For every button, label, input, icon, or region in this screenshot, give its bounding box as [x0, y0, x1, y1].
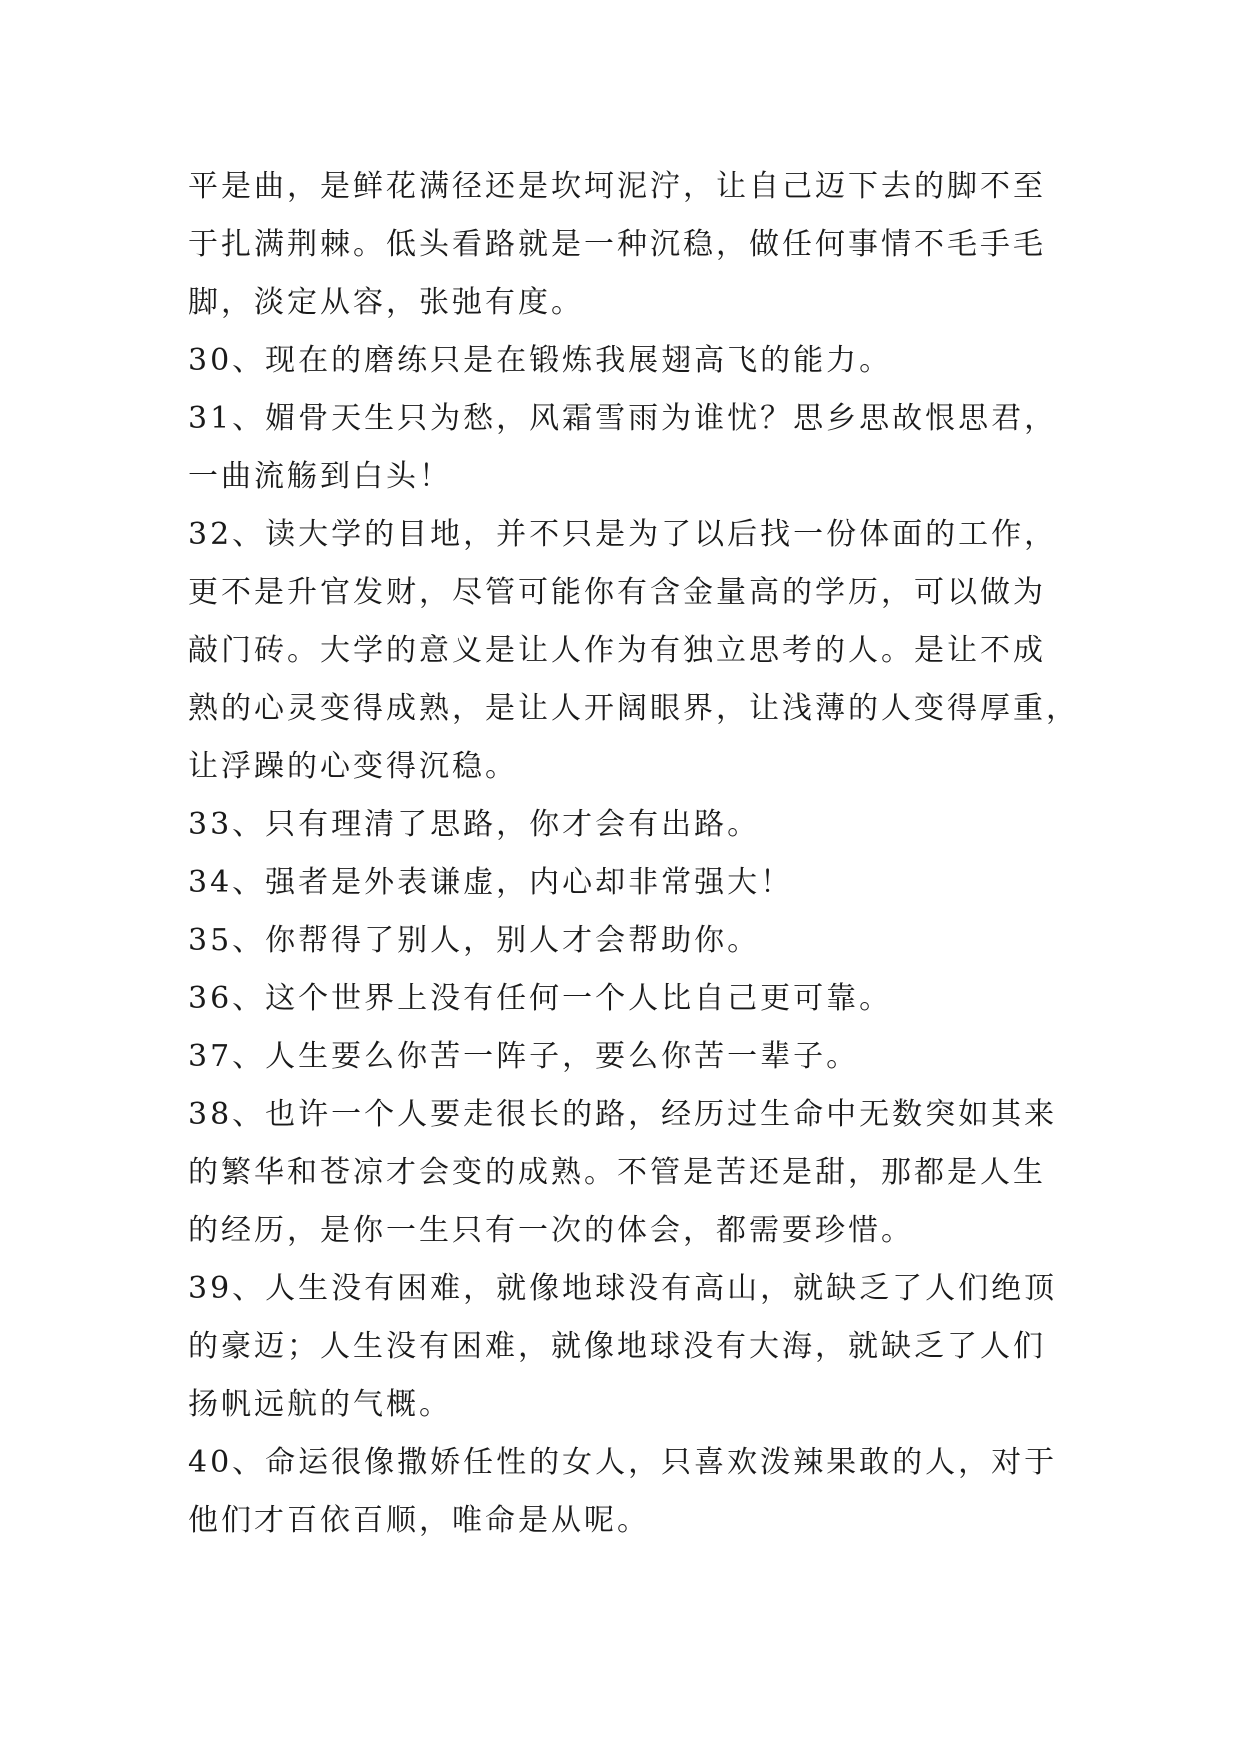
- text-line: 熟的心灵变得成熟，是让人开阔眼界，让浅薄的人变得厚重，: [188, 691, 1079, 726]
- text-line: 32、读大学的目地，并不只是为了以后找一份体面的工作，: [188, 517, 1058, 552]
- text-line: 36、这个世界上没有任何一个人比自己更可靠。: [188, 981, 893, 1016]
- document-body: [188, 158, 1079, 1550]
- paragraph-item-37: [188, 1028, 1068, 1086]
- text-line: 脚，淡定从容，张弛有度。: [188, 285, 584, 320]
- text-line: 更不是升官发财，尽管可能你有含金量高的学历，可以做为: [188, 575, 1046, 610]
- text-line: 34、强者是外表谦虚，内心却非常强大！: [188, 865, 794, 900]
- text-line: 38、也许一个人要走很长的路，经历过生命中无数突如其来: [188, 1097, 1058, 1132]
- text-line: 37、人生要么你苦一阵子，要么你苦一辈子。: [188, 1039, 860, 1074]
- paragraph-item-38: [188, 1086, 1068, 1260]
- text-line: 敲门砖。大学的意义是让人作为有独立思考的人。是让不成: [188, 633, 1046, 668]
- text-line: 31、媚骨天生只为愁，风霜雪雨为谁忧？思乡思故恨思君，: [188, 401, 1058, 436]
- paragraph-item-34: [188, 854, 1068, 912]
- paragraph-item-36: [188, 970, 1068, 1028]
- paragraph-item-40: [188, 1434, 1068, 1550]
- text-line: 他们才百依百顺，唯命是从呢。: [188, 1503, 650, 1538]
- paragraph-item-35: [188, 912, 1068, 970]
- text-line: 的繁华和苍凉才会变的成熟。不管是苦还是甜，那都是人生: [188, 1155, 1046, 1190]
- paragraph-item-32: [188, 506, 1079, 796]
- text-line: 平是曲，是鲜花满径还是坎坷泥泞，让自己迈下去的脚不至: [188, 169, 1046, 204]
- text-line: 扬帆远航的气概。: [188, 1387, 452, 1422]
- text-line: 的经历，是你一生只有一次的体会，都需要珍惜。: [188, 1213, 914, 1248]
- text-line: 33、只有理清了思路，你才会有出路。: [188, 807, 761, 842]
- text-line: 的豪迈；人生没有困难，就像地球没有大海，就缺乏了人们: [188, 1329, 1046, 1364]
- text-line: 让浮躁的心变得沉稳。: [188, 749, 518, 784]
- text-line: 39、人生没有困难，就像地球没有高山，就缺乏了人们绝顶: [188, 1271, 1058, 1306]
- text-line: 一曲流觞到白头！: [188, 459, 452, 494]
- text-line: 30、现在的磨练只是在锻炼我展翅高飞的能力。: [188, 343, 893, 378]
- paragraph-item-30: [188, 332, 1068, 390]
- paragraph-item-39: [188, 1260, 1068, 1434]
- paragraph-continuation: [188, 158, 1068, 332]
- paragraph-item-31: [188, 390, 1068, 506]
- text-line: 于扎满荆棘。低头看路就是一种沉稳，做任何事情不毛手毛: [188, 227, 1046, 262]
- paragraph-item-33: [188, 796, 1068, 854]
- text-line: 40、命运很像撒娇任性的女人，只喜欢泼辣果敢的人，对于: [188, 1445, 1058, 1480]
- text-line: 35、你帮得了别人，别人才会帮助你。: [188, 923, 761, 958]
